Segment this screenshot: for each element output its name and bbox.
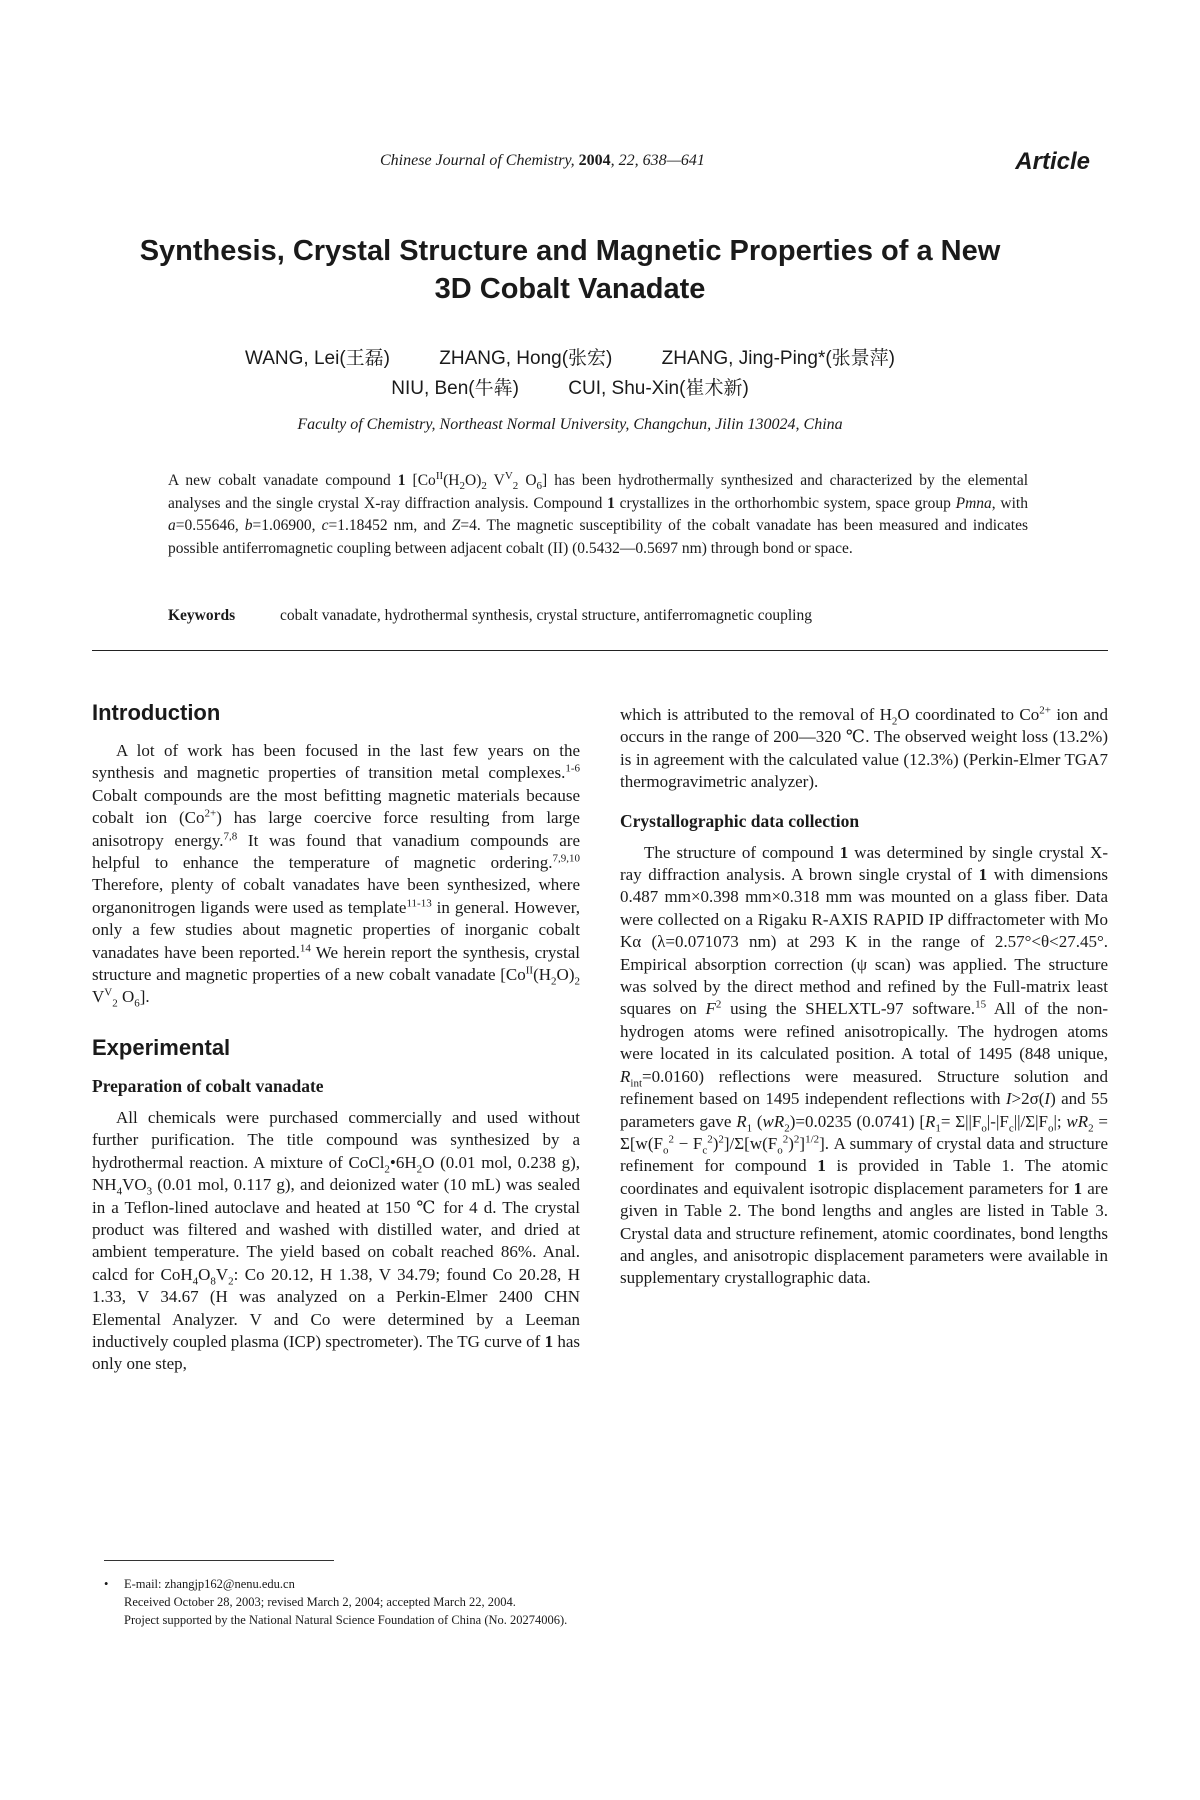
abstract-text: crystallizes in the orthorhombic system, space group [614,494,956,512]
author-4: NIU, Ben(牛犇) [391,378,519,399]
journal-volume-pages: 22, 638—641 [618,152,705,169]
footnote-bullet: • [104,1577,109,1591]
abstract-text: O [518,472,537,489]
author-2: ZHANG, Hong(张宏) [439,348,613,369]
experimental-paragraph: All chemicals were purchased commercially and used without further purification. The title compound was synthesized by a hydrothermal reaction. A mixture of $CoCl_2•6H_2O$ (0.01 mol, 0.238 g), $NH_4VO_3$ (0.01 mol, 0.117 g), and deionized water (10 mL) was sealed in a Teflon-lined autoclave and heated at 150 ℃ for 4 d. The crystal product was filtered and washed with distilled water, and dried at ambient temperature. The yield based on cobalt reached 86%. Anal. calcd for $CoH_4O_8V_2$: Co 20.12, H 1.38, V 34.79; found Co 20.28, H 1.33, V 34.67 (H was analyzed on a Perkin-Elmer 2400 CHN Elemental Analyzer. V and Co were determined by a Leeman inductively coupled plasma (ICP) spectrometer). The TG curve of 1 has only one step, [92,1107,581,1374]
abstract [168,470,1028,560]
subscript: 2 [459,480,465,493]
paper-title [120,232,1020,308]
citation: 15 [975,998,987,1011]
abstract-text: (H [443,472,460,489]
citation: 11-13 [406,897,432,910]
abstract-divider [92,650,1108,651]
subscript: 6 [536,480,543,493]
superscript: II [435,469,444,482]
abstract-text: ] has been hydrothermally synthesized and characterized by the elemental analyses and the single crystal X-ray diffraction analysis. Compound [168,472,1029,512]
cell-param: a [168,517,176,534]
footnotes [104,1575,1004,1629]
abstract-text: A new cobalt vanadate compound [168,472,398,489]
citation: 1-6 [565,762,580,775]
space-group: Pmna [955,494,992,512]
section-heading-introduction: Introduction [92,700,221,725]
citation: 14 [299,942,311,954]
right-column [620,704,1108,1290]
footnote-email [104,1575,1004,1593]
author-3: ZHANG, Jing-Ping*(张景萍) [661,348,895,369]
abstract-text: , with [991,494,1028,512]
footnote-email-text: E-mail: zhangjp162@nenu.edu.cn [124,1577,295,1591]
cell-param: b [244,517,253,534]
article-tag: Article [1015,148,1090,175]
footnote-divider [104,1560,334,1561]
citation: 7,9,10 [552,852,580,865]
keywords-text: cobalt vanadate, hydrothermal synthesis, crystal structure, antiferromagnetic coupling [280,607,812,624]
left-column [92,700,580,1376]
crystallographic-paragraph: The structure of compound 1 was determined by single crystal X-ray diffraction analysis. A brown single crystal of 1 with dimensions 0.487 mm×0.398 mm×0.318 mm was mounted on a glass fiber. Data were collected on a Rigaku R-AXIS RAPID IP diffractometer with Mo Kα (λ=0.071073 nm) at 293 K in the range of 2.57°<θ<27.45°. Empirical absorption correction (ψ scan) was applied. The structure was solved by the direct method and refined by the Full-matrix least squares on $F^2$ using the SHELXTL-97 software.$^{15}$ All of the non-hydrogen atoms were refined anisotropically. The hydrogen atoms were located in its calculated position. A total of 1495 (848 unique, $R_{int}=0.0160$) reflections were measured. Structure solution and refinement based on 1495 independent reflections with I>2σ(I) and 55 parameters gave $R_1$ $(wR_2)=0.0235$ (0.0741) [$R_1= \Sigma||F_o|-|F_c||/\Sigma|F_o|$; $wR_2 = \Sigma[w(F_o^2 - F_c^2)^2]/\Sigma[w(F_o^2)^2]^{1/2}$]. A summary of crystal data and structure refinement for compound 1 is provided in Table 1. The atomic coordinates and equivalent isotropic displacement parameters for 1 are given in Table 2. The bond lengths and angles are listed in Table 3. Crystal data and structure refinement, atomic coordinates, bond lengths and angles, and anisotropic displacement parameters were available in supplementary crystallographic data. [620,842,1109,1288]
footnote-project: Project supported by the National Natural Science Foundation of China (No. 20274006). [124,1613,568,1627]
title-line-2: 3D Cobalt Vanadate [434,273,706,305]
intro-paragraph: A lot of work has been focused in the last few years on the synthesis and magnetic properties of transition metal complexes.$^{1-6}$ Cobalt compounds are the most befitting magnetic materials because cobalt ion $(Co^{2+})$ has large coercive force resulting from large anisotropy energy.$^{7,8}$ It was found that vanadium compounds are helpful to enhance the temperature of magnetic ordering.$^{7,9,10}$ Therefore, plenty of cobalt vanadates have been synthesized, where organonitrogen ligands were used as template$^{11-13}$ in general. However, only a few studies about magnetic properties of inorganic cobalt vanadates have been reported.$^{14}$ We herein report the synthesis, crystal structure and magnetic properties of a new cobalt vanadate [$Co^{II}(H_2O)_2$ $V^V_2$ $O_6$]. [92,741,581,1010]
abstract-text: =1.18452 nm, and [328,517,452,534]
subscript: 2 [481,480,487,493]
subsection-heading-crystallographic: Crystallographic data collection [620,810,860,831]
abstract-text: =0.55646, [175,517,245,534]
footnote-received: Received October 28, 2003; revised March 2, 2004; accepted March 22, 2004. [124,1595,516,1609]
author-list [130,344,1010,404]
abstract-text: V [486,472,505,489]
journal-name: Chinese Journal of Chemistry [380,152,571,169]
abstract-text: =1.06900, [252,517,322,534]
citation: 7,8 [223,829,238,842]
affiliation: Faculty of Chemistry, Northeast Normal University, Changchun, Jilin 130024, China [297,416,843,433]
abstract-text: [Co [405,472,436,489]
keywords [168,607,1028,625]
compound-label: 1 [544,1331,554,1351]
tg-paragraph-continued: which is attributed to the removal of $H_2O$ coordinated to $Co^{2+}$ ion and occurs in the range of 200—320 ℃. The observed weight loss (13.2%) is in agreement with the calculated value (12.3%) (Perkin-Elmer TGA7 thermogravimetric analyzer). [620,704,1108,792]
cell-param: Z [451,517,461,534]
author-5: CUI, Shu-Xin(崔术新) [568,378,749,399]
superscript: V [504,469,513,482]
abstract-text: =4. The magnetic susceptibility of the cobalt vanadate has been measured and indicates possible antiferromagnetic coupling between adjacent cobalt (II) (0.5432—0.5697 nm) through bond or space. [168,517,1028,557]
compound-label: 1 [397,472,406,489]
title-line-1: Synthesis, Crystal Structure and Magnetic Properties of a New [139,235,1001,267]
keywords-label: Keywords [168,607,236,624]
journal-header: Chinese Journal of Chemistry, 2004, 22, 638—641 [380,152,705,169]
subscript: 2 [512,480,519,493]
compound-label: 1 [607,494,615,512]
subsection-heading-preparation: Preparation of cobalt vanadate [92,1075,324,1096]
author-1: WANG, Lei(王磊) [245,348,390,369]
journal-year: 2004 [578,152,611,169]
abstract-text: O) [465,472,482,489]
cell-param: c [321,517,329,534]
section-heading-experimental: Experimental [92,1034,231,1060]
